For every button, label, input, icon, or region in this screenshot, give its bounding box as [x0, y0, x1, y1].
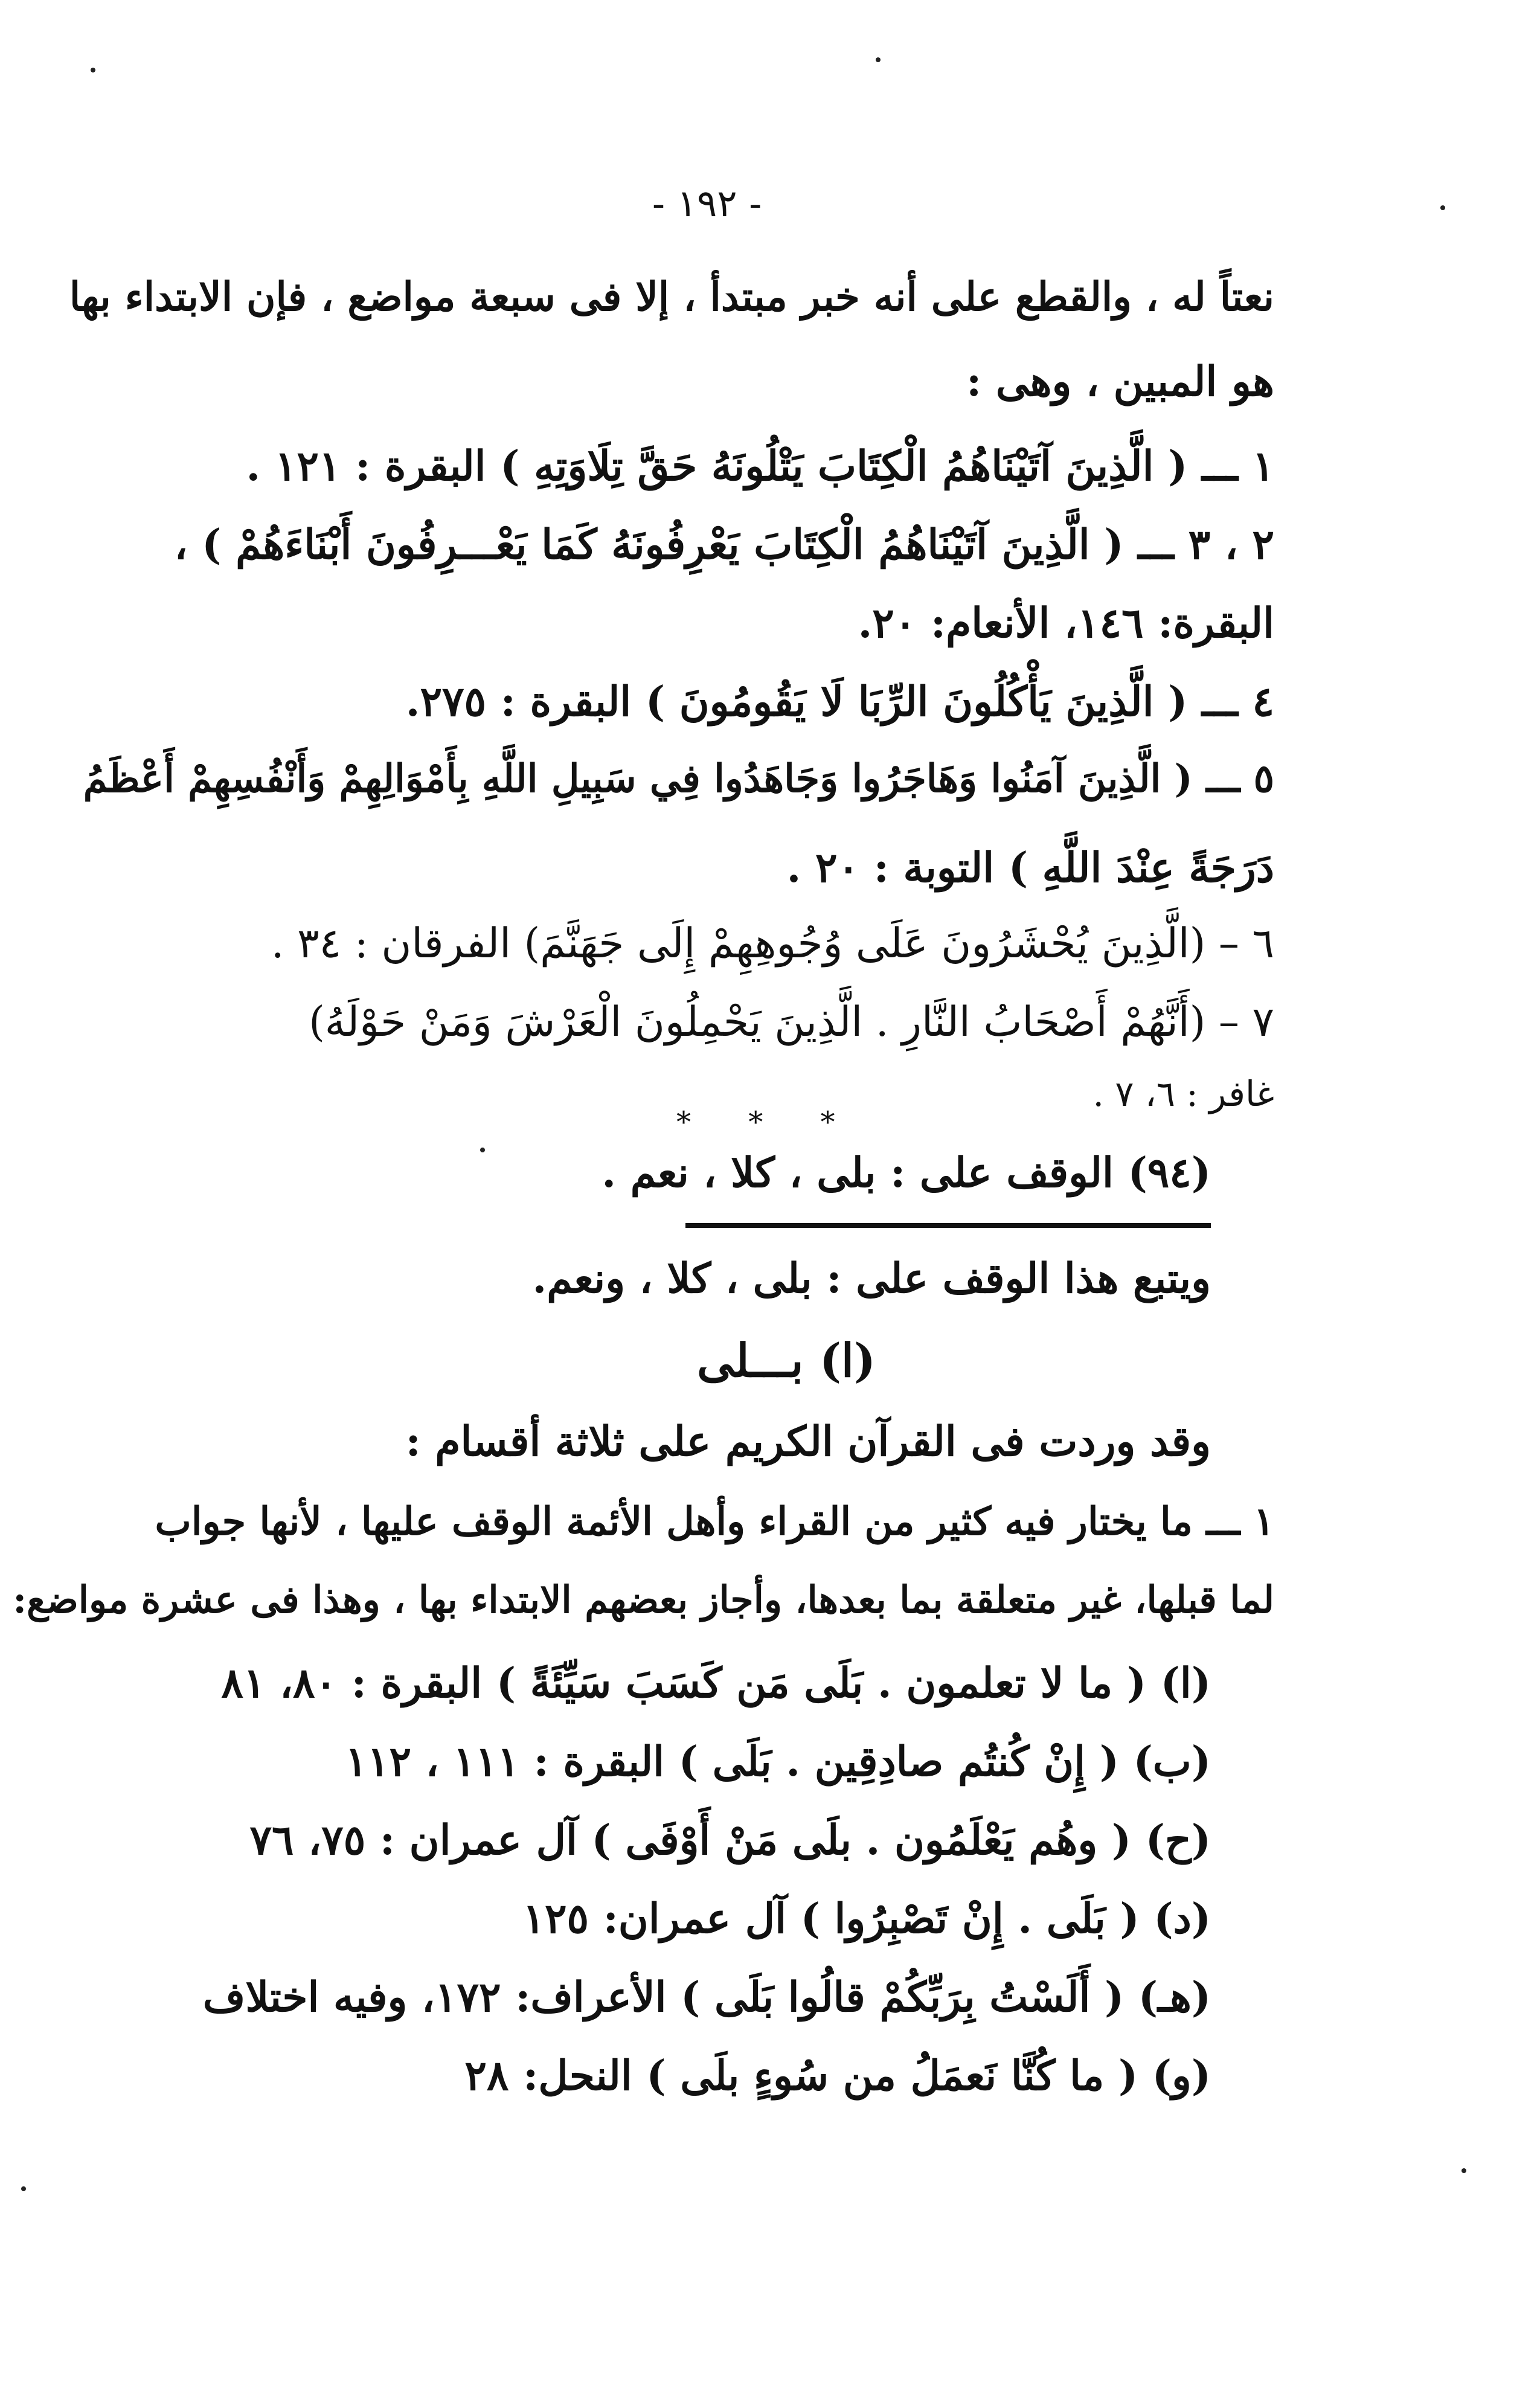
subsection-heading: (ا) بـــلى [697, 1334, 876, 1387]
category-1-line-1: ١ ـــ ما يختار فيه كثير من القراء وأهل الأئمة الوقف عليها ، لأنها جواب [155, 1499, 1274, 1544]
list-item-5-ref: دَرَجَةً عِنْدَ اللَّهِ ) التوبة : ٢٠ . [786, 844, 1274, 892]
list-item-2-3: ٢ ، ٣ ـــ ( الَّذِينَ آتَيْنَاهُمُ الْكِتَابَ يَعْرِفُونَهُ كَمَا يَعْـــرِفُونَ أَبْنَاءَهُمْ ) ، [174, 521, 1274, 569]
list-item-7: ٧ – (أَنَّهُمْ أَصْحَابُ النَّارِ . الَّذِينَ يَحْمِلُونَ الْعَرْشَ وَمَنْ حَوْلَهُ) [309, 998, 1274, 1046]
list-item-6: ٦ – (الَّذِينَ يُحْشَرُونَ عَلَى وُجُوهِهِمْ إِلَى جَهَنَّمَ) الفرقان : ٣٤ . [271, 920, 1274, 968]
scan-speck [1461, 2168, 1466, 2173]
example-d: (د) ( بَلَى . إِنْ تَصْبِرُوا ) آل عمران: ١٢٥ [522, 1895, 1211, 1943]
list-item-5: ٥ ـــ ( الَّذِينَ آمَنُوا وَهَاجَرُوا وَجَاهَدُوا فِي سَبِيلِ اللَّهِ بِأَمْوَالِهِمْ وَأَنْفُسِهِمْ أَعْظَمُ [83, 756, 1274, 801]
page-number: - ١٩٢ - [652, 181, 762, 225]
text-line-intro: ويتبع هذا الوقف على : بلى ، كلا ، ونعم. [532, 1254, 1211, 1303]
example-b: (ب) ( إِنْ كُنتُم صادِقِين . بَلَى ) البقرة : ١١١ ، ١١٢ [345, 1738, 1211, 1786]
text-line-1: نعتاً له ، والقطع على أنه خبر مبتدأ ، إلا فى سبعة مواضع ، فإن الابتداء بها [69, 273, 1274, 320]
list-item-7-ref: غافر : ٦، ٧ . [1092, 1073, 1274, 1114]
section-separator: * * * [676, 1105, 859, 1139]
list-item-4: ٤ ـــ ( الَّذِينَ يَأْكُلُونَ الرِّبَا لَا يَقُومُونَ ) البقرة : ٢٧٥. [405, 678, 1274, 726]
heading-underline [685, 1223, 1211, 1228]
example-e: (هـ) ( أَلَسْتُ بِرَبِّكُمْ قالُوا بَلَى ) الأعراف: ١٧٢، وفيه اختلاف [202, 1973, 1211, 2021]
category-1-line-2: لما قبلها، غير متعلقة بما بعدها، وأجاز بعضهم الابتداء بها ، وهذا فى عشرة مواضع: [13, 1578, 1274, 1622]
scan-speck [21, 2186, 26, 2191]
scan-speck [480, 1148, 485, 1152]
scan-speck [876, 57, 881, 62]
example-a: (ا) ( ما لا تعلمون . بَلَى مَن كَسَبَ سَيِّئَةً ) البقرة : ٨٠، ٨١ [221, 1659, 1211, 1707]
example-f: (و) ( ما كُنَّا نَعمَلُ من سُوءٍ بلَى ) النحل: ٢٨ [464, 2052, 1211, 2100]
section-heading: (٩٤) الوقف على : بلى ، كلا ، نعم . [602, 1149, 1211, 1197]
scan-speck [91, 68, 95, 72]
text-line-categories: وقد وردت فى القرآن الكريم على ثلاثة أقسام : [405, 1418, 1211, 1466]
list-item-2-3-ref: البقرة: ١٤٦، الأنعام: ٢٠. [858, 599, 1274, 647]
scan-speck [1440, 205, 1445, 210]
list-item-1: ١ ـــ ( الَّذِينَ آتَيْنَاهُمُ الْكِتَابَ يَتْلُونَهُ حَقَّ تِلَاوَتِهِ ) البقرة : ١٢١ . [246, 442, 1274, 490]
text-line-2: هو المبين ، وهى : [966, 358, 1274, 406]
example-c: (ح) ( وهُم يَعْلَمُون . بلَى مَنْ أَوْفَى ) آل عمران : ٧٥، ٧٦ [249, 1816, 1211, 1864]
